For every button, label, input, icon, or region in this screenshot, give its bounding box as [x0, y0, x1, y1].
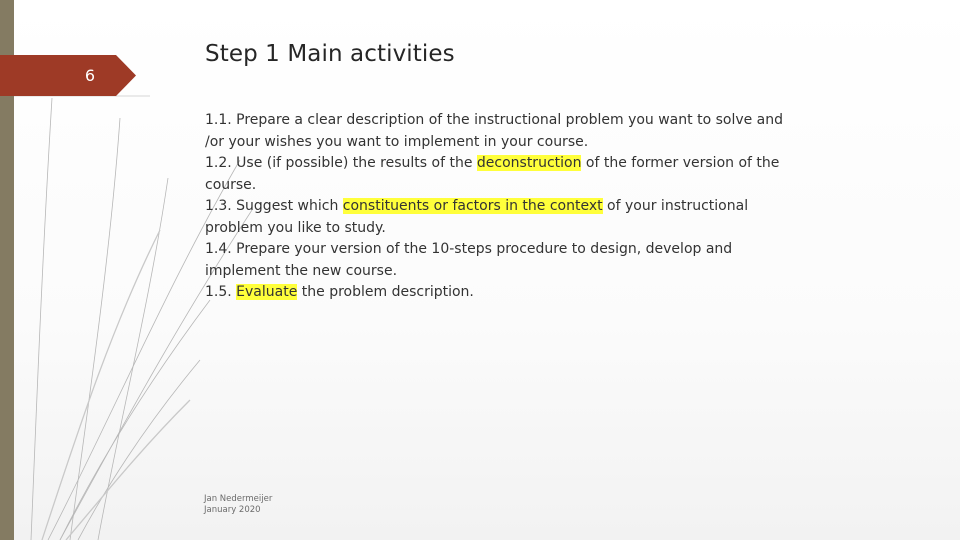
- activity-3-line-2: problem you like to study.: [205, 219, 386, 236]
- activity-2-text-end: of the former version of the: [581, 155, 780, 171]
- decor-line: [42, 230, 160, 540]
- activity-1-line-2: /or your wishes you want to implement in your course.: [205, 133, 589, 150]
- decor-line: [98, 178, 168, 540]
- decor-line: [78, 360, 200, 540]
- activity-4-line-1: 1.4. Prepare your version of the 10-steps procedure to design, develop and: [205, 241, 733, 257]
- activity-5-text: 1.5.: [205, 284, 237, 300]
- activities-list: [205, 110, 825, 304]
- highlight-constituents: constituents or factors in the context: [342, 198, 603, 214]
- footer-date: January 2020: [204, 505, 261, 515]
- activity-2-text: 1.2. Use (if possible) the results of the: [205, 155, 477, 171]
- decor-line: [66, 400, 190, 540]
- activity-5-line-1: [205, 282, 825, 304]
- activity-2-line-2: course.: [205, 176, 257, 193]
- activity-3-text: 1.3. Suggest which: [205, 198, 343, 214]
- activity-4-line-2: implement the new course.: [205, 262, 398, 279]
- activity-3-line-1: [205, 196, 825, 218]
- slide-number: 6: [84, 66, 96, 85]
- highlight-deconstruction: deconstruction: [476, 155, 582, 171]
- activity-1-line-1: 1.1. Prepare a clear description of the instructional problem you want to solve and: [205, 112, 784, 128]
- footer: [204, 494, 272, 516]
- activity-5-text-end: the problem description.: [297, 284, 474, 300]
- activity-3-text-end: of your instructional: [602, 198, 749, 214]
- highlight-evaluate: Evaluate: [236, 284, 298, 300]
- activity-2-line-1: [205, 153, 825, 175]
- footer-author: Jan Nedermeijer: [204, 494, 273, 504]
- decor-line: [31, 98, 52, 540]
- slide-title: Step 1 Main activities: [205, 41, 455, 67]
